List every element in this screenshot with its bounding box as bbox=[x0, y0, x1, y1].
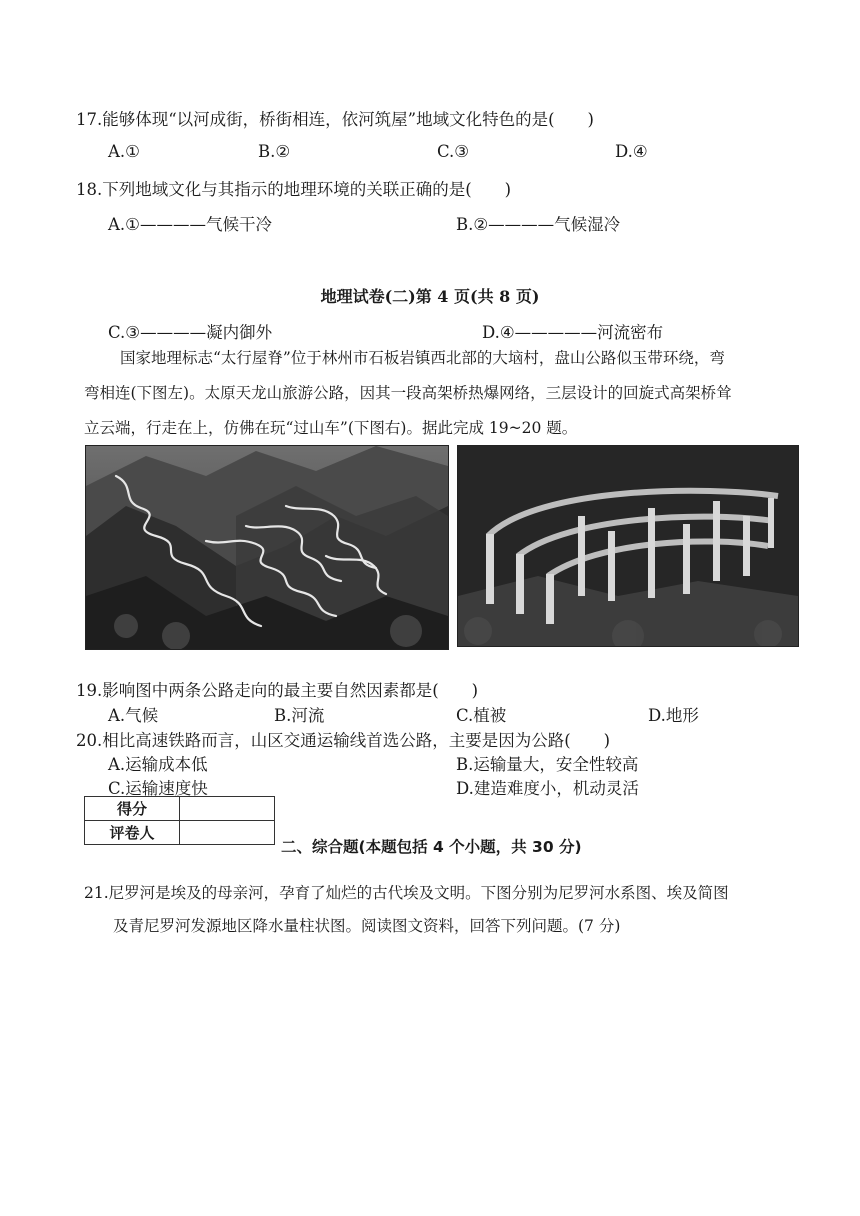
section-2-title: 二、综合题(本题包括 4 个小题，共 30 分) bbox=[281, 838, 582, 856]
question-21-line-1: 21.尼罗河是埃及的母亲河，孕育了灿烂的古代埃及文明。下图分别为尼罗河水系图、埃及简图 bbox=[84, 884, 729, 902]
q17-option-d: D.④ bbox=[615, 142, 648, 161]
question-19-stem: 19.影响图中两条公路走向的最主要自然因素都是( ) bbox=[76, 681, 479, 700]
score-table bbox=[84, 796, 275, 845]
q20-option-b: B.运输量大，安全性较高 bbox=[456, 755, 639, 774]
q20-option-d: D.建造难度小，机动灵活 bbox=[456, 779, 639, 798]
q18-option-c: C.③————凝内御外 bbox=[108, 323, 273, 342]
q20-option-a: A.运输成本低 bbox=[108, 755, 208, 774]
q17-option-b: B.② bbox=[258, 142, 291, 161]
passage-line-1: 国家地理标志“太行屋脊”位于林州市石板岩镇西北部的大垴村，盘山公路似玉带环绕，弯 bbox=[120, 349, 725, 367]
q19-option-c: C.植被 bbox=[456, 706, 507, 725]
score-label: 得分 bbox=[85, 797, 180, 821]
q18-option-a: A.①————气候干冷 bbox=[108, 215, 272, 234]
q18-option-d: D.④—————河流密布 bbox=[482, 323, 664, 342]
grader-label: 评卷人 bbox=[85, 821, 180, 845]
page-footer: 地理试卷(二)第 4 页(共 8 页) bbox=[320, 287, 540, 306]
winding-mountain-road-photo bbox=[85, 445, 449, 650]
grader-cell[interactable] bbox=[180, 821, 275, 845]
q19-option-d: D.地形 bbox=[648, 706, 699, 725]
q19-option-a: A.气候 bbox=[108, 706, 159, 725]
question-17-stem: 17.能够体现“以河成街，桥街相连，依河筑屋”地域文化特色的是( ) bbox=[76, 110, 594, 129]
q17-option-a: A.① bbox=[108, 142, 140, 161]
q20-option-c: C.运输速度快 bbox=[108, 779, 208, 798]
q19-option-b: B.河流 bbox=[274, 706, 325, 725]
q17-option-c: C.③ bbox=[437, 142, 470, 161]
question-20-stem: 20.相比高速铁路而言，山区交通运输线首选公路，主要是因为公路( ) bbox=[76, 731, 611, 750]
score-cell[interactable] bbox=[180, 797, 275, 821]
passage-line-3: 立云端，行走在上，仿佛在玩“过山车”(下图右)。据此完成 19~20 题。 bbox=[84, 419, 578, 437]
question-18-stem: 18.下列地域文化与其指示的地理环境的关联正确的是( ) bbox=[76, 180, 512, 199]
question-21-line-2: 及青尼罗河发源地区降水量柱状图。阅读图文资料，回答下列问题。(7 分) bbox=[113, 917, 621, 935]
spiral-viaduct-photo bbox=[457, 445, 799, 647]
passage-line-2: 弯相连(下图左)。太原天龙山旅游公路，因其一段高架桥热爆网络，三层设计的回旋式高架桥耸 bbox=[84, 384, 732, 402]
q18-option-b: B.②————气候湿冷 bbox=[456, 215, 621, 234]
